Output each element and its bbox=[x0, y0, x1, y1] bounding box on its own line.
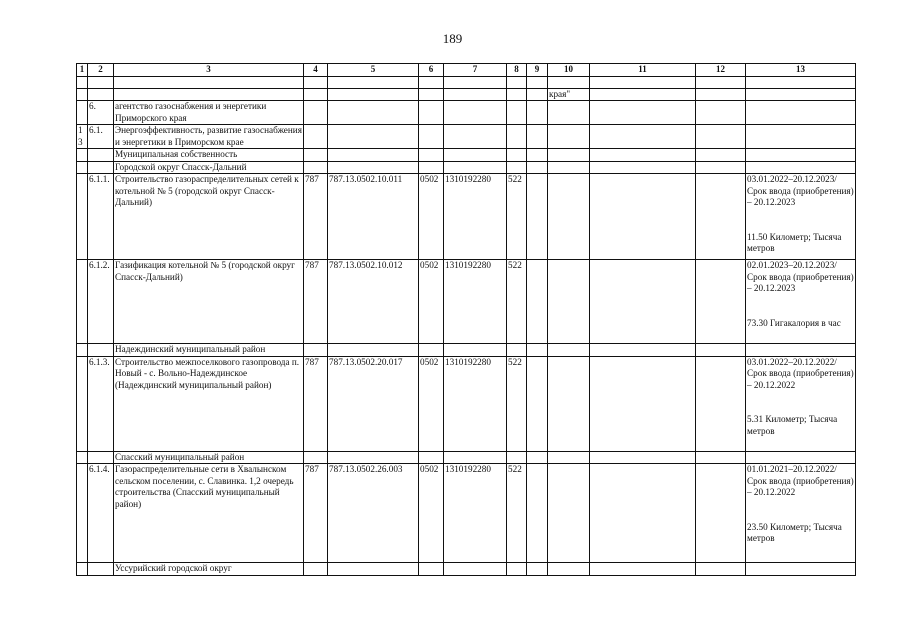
cell-col-8: 522 bbox=[507, 260, 527, 344]
cell-col-3: Городской округ Спасск-Дальний bbox=[114, 161, 304, 174]
cell-col-2: 6.1.2. bbox=[88, 260, 114, 344]
cell-col-2: 6.1.4. bbox=[88, 464, 114, 563]
cell-col-12 bbox=[696, 356, 746, 451]
cell-col-10 bbox=[548, 451, 590, 464]
cell-col-13 bbox=[746, 464, 856, 563]
cell-col-10 bbox=[548, 149, 590, 162]
cell-col-10 bbox=[548, 356, 590, 451]
cell-col-8: 522 bbox=[507, 464, 527, 563]
cell-col-3: Энергоэффективность, развитие газоснабжения и энергетики в Приморском крае bbox=[115, 125, 302, 147]
spacer bbox=[747, 295, 854, 318]
cell-col-11 bbox=[590, 174, 696, 260]
cell-col-11 bbox=[590, 260, 696, 344]
cell-col-10 bbox=[548, 174, 590, 260]
cell-col-5: 787.13.0502.20.017 bbox=[328, 356, 419, 451]
blank-cell bbox=[548, 76, 590, 88]
cell-col-3: Газификация котельной № 5 (городской округ Спасск-Дальний) bbox=[114, 260, 304, 344]
column-header-12: 12 bbox=[696, 64, 746, 77]
section-row bbox=[77, 125, 856, 149]
column-header-9: 9 bbox=[527, 64, 548, 77]
continuation-row bbox=[77, 88, 856, 101]
column-header-1: 1 bbox=[77, 64, 88, 77]
cell-col-11 bbox=[590, 125, 696, 149]
cell-col-6 bbox=[419, 161, 444, 174]
cell-col-10 bbox=[548, 125, 590, 149]
blank-cell bbox=[590, 76, 696, 88]
cell-col-9 bbox=[527, 88, 548, 101]
cell-col-13 bbox=[746, 125, 856, 149]
cell-col-12 bbox=[696, 88, 746, 101]
cell-col-4: 787 bbox=[304, 174, 328, 260]
cell-col-9 bbox=[527, 260, 548, 344]
capacity-value: 5.31 Километр; Тысяча метров bbox=[747, 414, 838, 436]
cell-col-12 bbox=[696, 101, 746, 125]
cell-col-4 bbox=[304, 125, 328, 149]
cell-col-9 bbox=[527, 344, 548, 357]
cell-col-1 bbox=[77, 88, 88, 101]
label-row bbox=[77, 451, 856, 464]
cell-col-5 bbox=[328, 101, 419, 125]
cell-col-8 bbox=[507, 125, 527, 149]
cell-col-3: Надеждинский муниципальный район bbox=[114, 344, 304, 357]
cell-col-10 bbox=[548, 161, 590, 174]
cell-col-7 bbox=[444, 149, 507, 162]
cell-col-11 bbox=[590, 101, 696, 125]
capacity-value: 73.30 Гигакалория в час bbox=[747, 317, 841, 328]
cell-col-6: 0502 bbox=[419, 464, 444, 563]
cell-col-2: 6.1.3. bbox=[88, 356, 114, 451]
cell-col-2: 6.1. bbox=[88, 125, 114, 149]
cell-col-4 bbox=[304, 563, 328, 576]
cell-col-3: агентство газоснабжения и энергетики Приморского края bbox=[114, 101, 304, 125]
cell-col-7 bbox=[444, 101, 507, 125]
cell-col-1 bbox=[77, 451, 88, 464]
table-row bbox=[77, 260, 856, 344]
cell-col-5 bbox=[328, 161, 419, 174]
commissioning-period: 03.01.2022–20.12.2023/ Срок ввода (приобретения) – 20.12.2023 bbox=[747, 174, 854, 207]
cell-col-10 bbox=[548, 260, 590, 344]
budget-table bbox=[76, 63, 856, 576]
cell-col-9 bbox=[527, 174, 548, 260]
label-row bbox=[77, 161, 856, 174]
cell-col-3: Строительство газораспределительных сетей к котельной № 5 (городской округ Спасск-Дальний) bbox=[114, 174, 304, 260]
blank-cell bbox=[696, 76, 746, 88]
cell-col-6 bbox=[419, 125, 444, 149]
cell-col-3: Спасский муниципальный район bbox=[114, 451, 304, 464]
cell-col-5: 787.13.0502.26.003 bbox=[328, 464, 419, 563]
commissioning-period: 03.01.2022–20.12.2022/ Срок ввода (приобретения) – 20.12.2022 bbox=[747, 356, 854, 390]
cell-col-3: Строительство межпоселкового газопровода п. Новый - с. Вольно-Надеждинское (Надеждинский муниципальный район) bbox=[114, 356, 304, 451]
cell-col-8 bbox=[507, 149, 527, 162]
spacer bbox=[747, 499, 854, 522]
column-header-4: 4 bbox=[304, 64, 328, 77]
cell-col-13 bbox=[746, 451, 856, 464]
cell-col-13 bbox=[746, 356, 856, 451]
cell-col-1 bbox=[77, 464, 88, 563]
cell-col-4 bbox=[304, 161, 328, 174]
cell-col-2 bbox=[88, 149, 114, 162]
cell-col-13 bbox=[746, 161, 856, 174]
cell-col-5: 787.13.0502.10.012 bbox=[328, 260, 419, 344]
cell-col-13 bbox=[746, 174, 856, 260]
cell-col-7: 1310192280 bbox=[444, 174, 507, 260]
cell-col-7 bbox=[444, 161, 507, 174]
cell-col-4 bbox=[304, 88, 328, 101]
blank-cell bbox=[328, 76, 419, 88]
cell-col-6 bbox=[419, 88, 444, 101]
cell-col-7 bbox=[444, 125, 507, 149]
cell-col-6: 0502 bbox=[419, 174, 444, 260]
cell-col-11 bbox=[590, 464, 696, 563]
cell-col-4 bbox=[304, 344, 328, 357]
section-row bbox=[77, 101, 856, 125]
cell-col-9 bbox=[527, 101, 548, 125]
spacer bbox=[747, 209, 854, 232]
cell-col-9 bbox=[527, 451, 548, 464]
commissioning-period: 01.01.2021–20.12.2022/ Срок ввода (приобретения) – 20.12.2022 bbox=[747, 464, 854, 497]
cell-col-3 bbox=[114, 88, 304, 101]
cell-col-4 bbox=[304, 149, 328, 162]
cell-col-7 bbox=[444, 563, 507, 576]
cell-col-8 bbox=[507, 88, 527, 101]
cell-col-11 bbox=[590, 563, 696, 576]
cell-col-12 bbox=[696, 344, 746, 357]
label-row bbox=[77, 149, 856, 162]
cell-col-10 bbox=[548, 344, 590, 357]
cell-col-8 bbox=[507, 563, 527, 576]
table-row bbox=[77, 356, 856, 451]
blank-cell bbox=[527, 76, 548, 88]
cell-col-9 bbox=[527, 464, 548, 563]
cell-col-6: 0502 bbox=[419, 260, 444, 344]
cell-col-13 bbox=[746, 563, 856, 576]
cell-col-10 bbox=[548, 563, 590, 576]
cell-col-2 bbox=[88, 563, 114, 576]
cell-col-6 bbox=[419, 563, 444, 576]
cell-col-7: 1310192280 bbox=[444, 464, 507, 563]
cell-col-1 bbox=[77, 149, 88, 162]
cell-col-5 bbox=[328, 149, 419, 162]
blank-cell bbox=[304, 76, 328, 88]
cell-col-9 bbox=[527, 356, 548, 451]
cell-col-8 bbox=[507, 451, 527, 464]
cell-col-11 bbox=[590, 149, 696, 162]
cell-col-3: Уссурийский городской округ bbox=[114, 563, 304, 576]
table-row bbox=[77, 174, 856, 260]
cell-col-7 bbox=[444, 451, 507, 464]
cell-col-13 bbox=[746, 88, 856, 101]
cell-col-12 bbox=[696, 451, 746, 464]
cell-col-5 bbox=[328, 88, 419, 101]
cell-col-6 bbox=[419, 101, 444, 125]
cell-col-2 bbox=[88, 344, 114, 357]
cell-col-3: Муниципальная собственность bbox=[114, 149, 304, 162]
cell-col-11 bbox=[590, 356, 696, 451]
cell-col-12 bbox=[696, 174, 746, 260]
cell-col-6: 0502 bbox=[419, 356, 444, 451]
column-header-6: 6 bbox=[419, 64, 444, 77]
cell-col-4 bbox=[304, 101, 328, 125]
cell-col-1 bbox=[77, 260, 88, 344]
cell-col-2 bbox=[88, 161, 114, 174]
cell-col-7: 1310192280 bbox=[444, 356, 507, 451]
cell-col-7 bbox=[444, 88, 507, 101]
cell-col-7 bbox=[444, 344, 507, 357]
cell-col-11 bbox=[590, 161, 696, 174]
cell-col-4 bbox=[304, 451, 328, 464]
cell-col-5 bbox=[328, 451, 419, 464]
header-row bbox=[77, 64, 856, 77]
cell-col-10 bbox=[548, 464, 590, 563]
cell-col-4: 787 bbox=[304, 464, 328, 563]
cell-col-11 bbox=[590, 88, 696, 101]
cell-col-9 bbox=[527, 149, 548, 162]
cell-col-13 bbox=[746, 260, 856, 344]
cell-col-8 bbox=[507, 161, 527, 174]
cell-col-2: 6. bbox=[88, 101, 114, 125]
cell-col-8 bbox=[507, 344, 527, 357]
label-row bbox=[77, 563, 856, 576]
cell-col-5 bbox=[328, 344, 419, 357]
cell-col-1 bbox=[77, 563, 88, 576]
column-header-3: 3 bbox=[114, 64, 304, 77]
cell-col-1 bbox=[77, 356, 88, 451]
cell-col-1 bbox=[77, 161, 88, 174]
capacity-value: 11.50 Километр; Тысяча метров bbox=[747, 231, 842, 253]
cell-col-12 bbox=[696, 260, 746, 344]
cell-col-5: 787.13.0502.10.011 bbox=[328, 174, 419, 260]
cell-col-9 bbox=[527, 125, 548, 149]
cell-col-10 bbox=[548, 101, 590, 125]
cell-col-9 bbox=[527, 563, 548, 576]
cell-col-4: 787 bbox=[304, 260, 328, 344]
column-header-7: 7 bbox=[444, 64, 507, 77]
cell-col-8: 522 bbox=[507, 356, 527, 451]
cell-col-10: края" bbox=[548, 88, 590, 101]
cell-col-4: 787 bbox=[304, 356, 328, 451]
cell-col-2: 6.1.1. bbox=[88, 174, 114, 260]
blank-cell bbox=[114, 76, 304, 88]
page-number: 189 bbox=[442, 31, 463, 46]
cell-col-2 bbox=[88, 88, 114, 101]
table-row bbox=[77, 464, 856, 563]
cell-col-13 bbox=[746, 149, 856, 162]
column-header-13: 13 bbox=[746, 64, 856, 77]
spacer bbox=[747, 391, 854, 414]
commissioning-period: 02.01.2023–20.12.2023/ Срок ввода (приобретения) – 20.12.2023 bbox=[747, 260, 854, 293]
cell-col-8 bbox=[507, 101, 527, 125]
cell-col-12 bbox=[696, 464, 746, 563]
column-header-8: 8 bbox=[507, 64, 527, 77]
cell-col-5 bbox=[328, 563, 419, 576]
cell-col-13 bbox=[746, 344, 856, 357]
cell-col-6 bbox=[419, 451, 444, 464]
cell-col-12 bbox=[696, 161, 746, 174]
cell-col-1 bbox=[77, 101, 88, 125]
column-header-11: 11 bbox=[590, 64, 696, 77]
cell-col-6 bbox=[419, 344, 444, 357]
cell-col-12 bbox=[696, 125, 746, 149]
cell-col-13 bbox=[746, 101, 856, 125]
label-row bbox=[77, 344, 856, 357]
capacity-value: 23.50 Километр; Тысяча метров bbox=[747, 521, 842, 543]
cell-col-1: 13 bbox=[77, 125, 88, 149]
column-header-5: 5 bbox=[328, 64, 419, 77]
cell-col-1 bbox=[77, 174, 88, 260]
blank-cell bbox=[746, 76, 856, 88]
cell-col-9 bbox=[527, 161, 548, 174]
cell-col-2 bbox=[88, 451, 114, 464]
cell-col-5 bbox=[328, 125, 419, 149]
column-header-2: 2 bbox=[88, 64, 114, 77]
blank-cell bbox=[77, 76, 88, 88]
blank-cell bbox=[419, 76, 444, 88]
cell-col-11 bbox=[590, 451, 696, 464]
blank-cell bbox=[88, 76, 114, 88]
cell-col-7: 1310192280 bbox=[444, 260, 507, 344]
cell-col-6 bbox=[419, 149, 444, 162]
blank-row bbox=[77, 76, 856, 88]
cell-col-12 bbox=[696, 563, 746, 576]
cell-col-1 bbox=[77, 344, 88, 357]
blank-cell bbox=[507, 76, 527, 88]
blank-cell bbox=[444, 76, 507, 88]
cell-col-3: Газораспределительные сети в Хвалынском сельском поселении, с. Славинка. 1,2 очередь строительства (Спасский муниципальный район) bbox=[114, 464, 304, 563]
column-header-10: 10 bbox=[548, 64, 590, 77]
cell-col-12 bbox=[696, 149, 746, 162]
cell-col-8: 522 bbox=[507, 174, 527, 260]
cell-col-11 bbox=[590, 344, 696, 357]
